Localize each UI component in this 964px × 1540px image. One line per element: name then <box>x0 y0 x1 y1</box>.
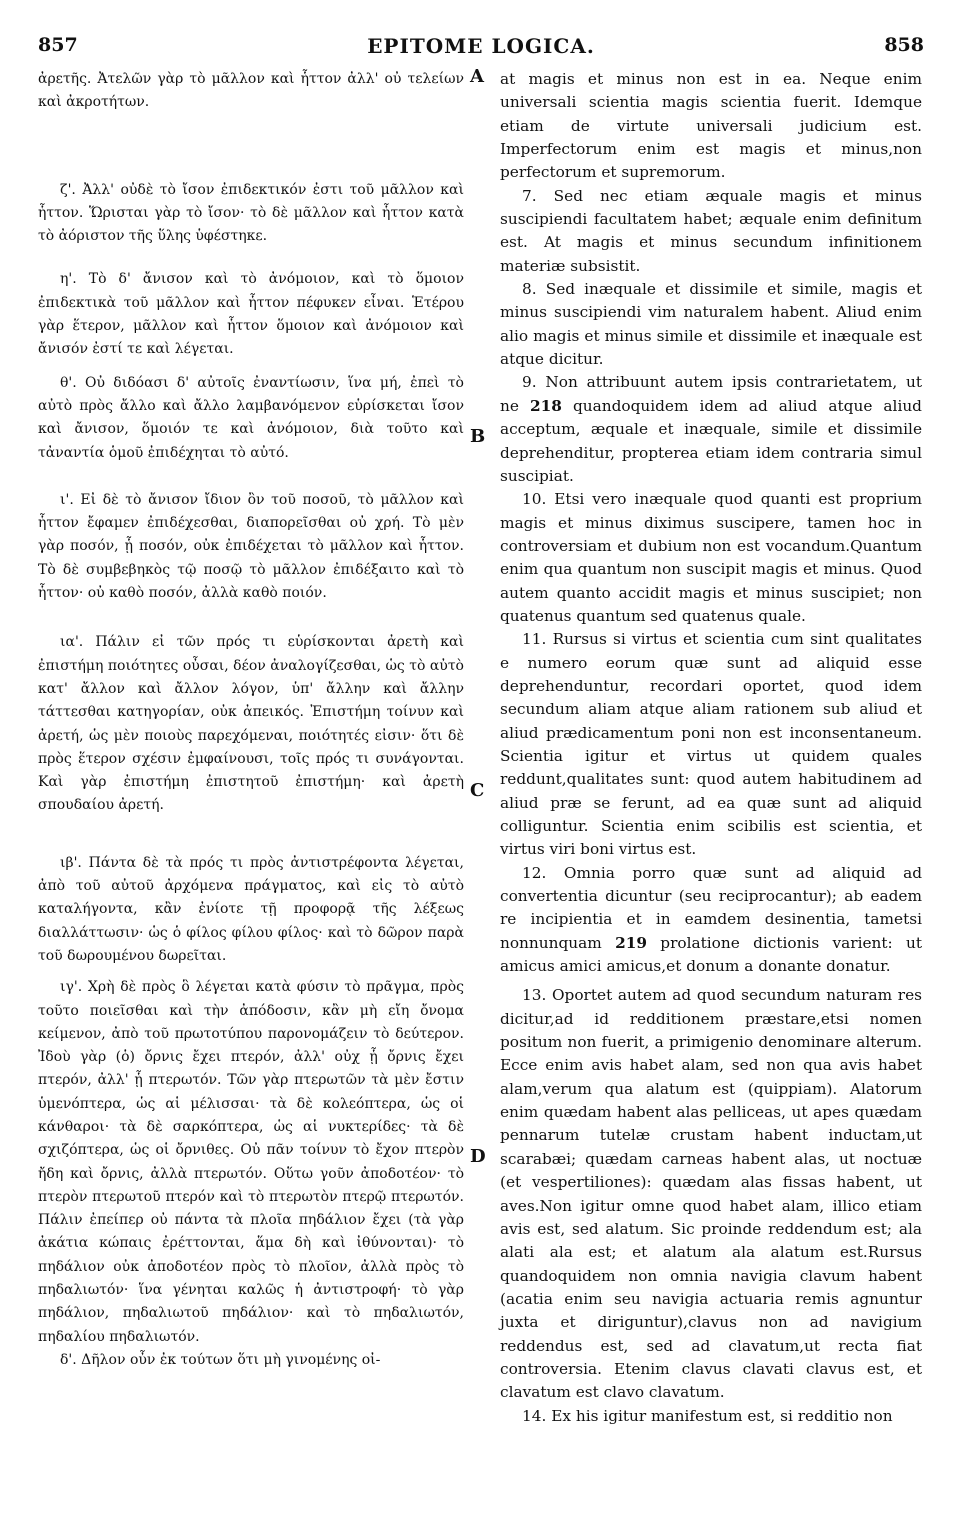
latin-paragraph-14: 14. Ex his igitur manifestum est, si redditio non <box>522 1406 893 1425</box>
greek-paragraph-intro: ἀρετῆς. Ἀτελῶν γὰρ τὸ μᾶλλον καὶ ἧττον ἀλλ' οὐ τελείων καὶ ἀκροτήτων. <box>38 71 464 111</box>
latin-column <box>500 68 922 1428</box>
latin-paragraph-8: 8. Sed inæquale et dissimile et simile, magis et minus suscipiendi vim naturalem habent. Aliud enim alio magis et minus simile et dissimile et inæquale est atque dicitur. <box>500 280 922 369</box>
greek-column <box>38 68 464 1372</box>
greek-paragraph-13: ιγ'. Χρὴ δὲ πρὸς ὃ λέγεται κατὰ φύσιν τὸ πρᾶγμα, πρὸς τοῦτο ποιεῖσθαι καὶ τὴν ἀπόδοσιν, κἂν μὴ εἴη ὄνομα κείμενον, ἀπὸ τοῦ πρωτοτύπου παρονομάζειν τὸ δεύτερον. Ἰδοὺ γὰρ (ὁ) ὄρνις ἔχει πτερόν, ἀλλ' οὐχ ᾗ ὄρνις ἔχει πτερόν, ἀλλ' ᾗ πτερωτόν. Τῶν γὰρ πτερωτῶν τὰ μὲν ἔστιν ὑμενόπτερα, ὡς αἱ μέλισσαι· τὰ δὲ κολεόπτερα, ὡς οἱ κάνθαροι· τὰ δὲ σαρκόπτερα, ὡς αἱ νυκτερίδες· τὰ δὲ σχιζόπτερα, ὡς οἱ ὄρνιθες. Οὐ πᾶν τοίνυν τὸ ἔχον πτερὸν ἤδη καὶ ὄρνις, ἀλλὰ πτερωτόν. Οὕτω γοῦν ἀποδοτέον· τὸ πτερὸν πτερωτοῦ πτερόν καὶ τὸ πτερωτὸν πτερῷ πτερωτόν. Πάλιν ἐπείπερ οὐ πάντα τὰ πλοῖα πηδάλιον ἔχει (τὰ γὰρ ἀκάτια κώπαις ἐρέττονται, ἅμα δὴ καὶ ἰθύνονται)· τὸ πηδάλιον οὐκ ἀποδοτέον πρὸς τὸ πλοῖον, ἀλλὰ πρὸς τὸ πηδαλιωτόν· ἵνα γένηται καλῶς ἡ ἀντιστροφή· τὸ γὰρ πηδάλιον, πηδαλιωτοῦ πηδάλιον· καὶ τὸ πηδαλιωτόν, πηδαλίου πηδαλιωτόν. <box>38 979 464 1345</box>
greek-paragraph-10: ι'. Εἰ δὲ τὸ ἄνισον ἴδιον ὂν τοῦ ποσοῦ, τὸ μᾶλλον καὶ ἧττον ἔφαμεν ἐπιδέχεσθαι, διαπορεῖσθαι οὐ χρή. Τὸ μὲν γὰρ ποσόν, ᾗ ποσόν, οὐκ ἐπιδέχεται τὸ μᾶλλον καὶ ἧττον. Τὸ δὲ συμβεβηκὸς τῷ ποσῷ τὸ μᾶλλον ἐπιδέξαιτο καὶ τὸ ἧττον· οὐ καθὸ ποσόν, ἀλλὰ καθὸ ποιόν. <box>38 491 464 602</box>
latin-paragraph-11: 11. Rursus si virtus et scientia cum sint qualitates e numero eorum quæ sunt ad aliquid esse deprehenduntur, recordari oportet, quod idem secundum aliam atque aliam rationem sub aliud et aliud prædicamentum poni non est inconsentaneum. Scientia igitur et virtus ut quidem quales reddunt,qualitates sunt: quod autem habitudinem ad aliud præ se ferunt, ad ea quæ sunt ad aliquid colliguntur. Scientia enim scibilis est scientia, et virtus viri boni virtus est. <box>500 630 922 859</box>
greek-paragraph-14: δ'. Δῆλον οὖν ἐκ τούτων ὅτι μὴ γινομένης οἰ- <box>60 1351 381 1368</box>
latin-paragraph-intro: at magis et minus non est in ea. Neque enim universali scientia magis scientia fuerit. Idemque etiam de virtute universali judicium est. Imperfectorum enim est magis et minus,non perfectorum et supremorum. <box>500 70 922 182</box>
running-title: EPITOME LOGICA. <box>367 34 595 58</box>
latin-paragraph-7: 7. Sed nec etiam æquale magis et minus suscipiendi facultatem habet; æquale enim definitum est. At magis et minus secundum infinitionem materiæ subsistit. <box>500 186 922 275</box>
page-number-left: 857 <box>38 34 78 56</box>
latin-paragraph-13: 13. Oportet autem ad quod secundum naturam res dicitur,ad id redditionem præstare,etsi nomen positum non fuerit, a primigenio denominare alterum. Ecce enim avis habet alam, sed non qua avis habet alam,verum qua alatum est (quippiam). Alatorum enim quædam habent alas pelliceas, ut apes quædam pennarum tutelæ crustam habent inductam,ut scarabæi; quædam carneas habent alas, ut noctuæ (et vespertiliones): quædam alas fissas habent, ut aves.Non igitur omne quod habet alam, illico etiam avis est, sed alatum. Sic proinde reddendum est; ala alati ala est; et alatum ala alatum est.Rursus quandoquidem non omnia navigia clavum habent (acatia enim seu navigia actuaria remis agnuntur juxta et diriguntur),clavus non ad navigium reddendus est, sed ad clavatum,ut recta fiat controversia. Etenim clavus clavati clavus est, et clavatum est clavo clavatum. <box>500 986 922 1402</box>
greek-paragraph-11: ια'. Πάλιν εἰ τῶν πρός τι εὑρίσκονται ἀρετὴ καὶ ἐπιστήμη ποιότητες οὖσαι, δέον ἀναλογίζεσθαι, ὡς τὸ αὐτὸ κατ' ἄλλον καὶ ἄλλον λόγον, ὑπ' ἄλλην καὶ ἄλλην τάττεσθαι κατηγορίαν, οὐκ ἀπεικός. Ἐπιστήμη τοίνυν καὶ ἀρετή, ὡς μὲν ποιοὺς παρεχόμεναι, ποιότητές εἰσιν· ὅτι δὲ πρὸς ἕτερον σχέσιν ἐμφαίνουσι, τοῖς πρός τι συνάγονται. Καὶ γὰρ ἐπιστήμη ἐπιστητοῦ ἐπιστήμη· καὶ ἀρετὴ σπουδαίου ἀρετή. <box>38 634 464 814</box>
greek-paragraph-12: ιβ'. Πάντα δὲ τὰ πρός τι πρὸς ἀντιστρέφοντα λέγεται, ἀπὸ τοῦ αὐτοῦ ἀρχόμενα πράγματος, καὶ εἰς τὸ αὐτὸ καταλήγοντα, κἂν ἐνίοτε τῇ προφορᾷ τῆς λέξεως διαλλάττωσιν· ὡς ὁ φίλος φίλου φίλος· καὶ τὸ δῶρον παρὰ τοῦ δωρουμένου δωρεῖται. <box>38 854 464 964</box>
running-header <box>38 34 924 64</box>
greek-paragraph-7: ζ'. Ἀλλ' οὐδὲ τὸ ἴσον ἐπιδεκτικόν ἐστι τοῦ μᾶλλον καὶ ἧττον. Ὥρισται γὰρ τὸ ἴσον· τὸ δὲ μᾶλλον καὶ ἧττον κατὰ τὸ ἀόριστον τῆς ὕλης ὑφέστηκε. <box>38 181 464 245</box>
page-number-right: 858 <box>884 34 924 56</box>
greek-paragraph-9: θ'. Οὐ διδόασι δ' αὐτοῖς ἐναντίωσιν, ἵνα μή, ἐπεὶ τὸ αὐτὸ πρὸς ἄλλο καὶ ἄλλο λαμβανόμενον εὑρίσκεται ἴσον καὶ ἄνισον, ὅμοιόν τε καὶ ἀνόμοιον, διὰ τοῦτο καὶ τἀναντία ὁμοῦ ἐπιδέχηται τὸ αὐτό. <box>38 374 464 461</box>
latin-paragraph-10: 10. Etsi vero inæquale quod quanti est proprium magis et minus diximus suscipere, tamen hoc in controversiam et dubium non est vocandum.Quantum enim qua quantum non suscipit magis et minus. Quod autem quanto accidit magis et minus suscipiet; non quatenus quantum sed quatenus quale. <box>500 490 922 625</box>
margin-letter-d: D <box>470 1146 486 1167</box>
latin-paragraph-12: 12. Omnia porro quæ sunt ad aliquid ad convertentia dicuntur (seu reciprocantur); ab eadem re incipientia et in eamdem desinentia, tametsi nonnunquam 219 prolatione dictionis varient: ut amicus amici amicus,et donum a donante donatur. <box>500 863 922 976</box>
margin-letter-a: A <box>470 66 484 87</box>
margin-letter-c: C <box>470 780 485 801</box>
greek-paragraph-8: η'. Τὸ δ' ἄνισον καὶ τὸ ἀνόμοιον, καὶ τὸ ὅμοιον ἐπιδεκτικὰ τοῦ μᾶλλον καὶ ἧττον πέφυκεν εἶναι. Ἑτέρου γὰρ ἕτερον, μᾶλλον καὶ ἧττον ὅμοιον καὶ ἀνόμοιον καὶ ἄνισόν ἐστί τε καὶ λέγεται. <box>38 271 464 358</box>
latin-paragraph-9: 9. Non attribuunt autem ipsis contrarietatem, ut ne 218 quandoquidem idem ad aliud atque aliud acceptum, æquale et inæquale, simile et dissimile deprehenditur, propterea etiam idem contraria simul suscipiat. <box>500 373 922 485</box>
margin-letter-b: B <box>470 426 486 447</box>
